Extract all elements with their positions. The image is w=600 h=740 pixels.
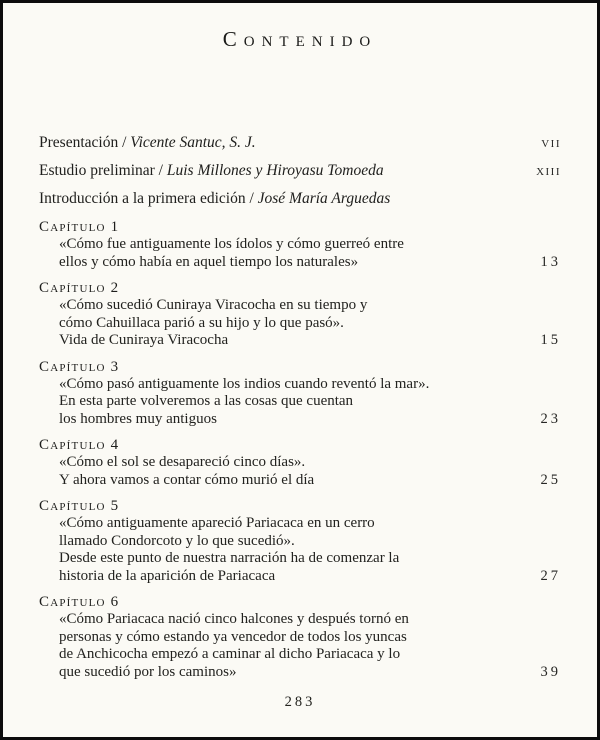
chapter-line: «Cómo pasó antiguamente los indios cuando reventó la mar». (59, 375, 430, 392)
chapter-line-text: los hombres muy antiguos (59, 410, 217, 427)
entry-text (39, 162, 384, 180)
chapter-line: «Cómo antiguamente apareció Pariacaca en un cerro (59, 515, 375, 531)
chapter-line-text: que sucedió por los caminos» (59, 663, 237, 680)
entry-author: Luis Millones y Hiroyasu Tomoeda (166, 162, 384, 179)
chapter-line: «Cómo fue antiguamente los ídolos y cómo guerreó entre (59, 236, 404, 252)
front-matter-entry (39, 162, 561, 180)
chapter-line (39, 472, 561, 490)
chapter-heading: Capítulo 3 (39, 358, 120, 375)
page-title: Contenido (222, 27, 378, 51)
chapter-page-number: 13 (540, 253, 561, 270)
entry-author: Vicente Santuc, S. J. (130, 134, 256, 151)
front-matter-entry (39, 190, 561, 208)
chapter-entry-5 (39, 497, 561, 585)
chapter-page-number: 27 (540, 567, 561, 584)
chapter-page-number: 23 (540, 410, 561, 427)
entry-label: Estudio preliminar / (39, 162, 167, 179)
entry-text (39, 134, 256, 152)
chapter-line: llamado Condorcoto y lo que sucedió». (59, 532, 295, 549)
chapter-line-text: Y ahora vamos a contar cómo murió el día (59, 471, 315, 488)
entry-page-number: xiii (536, 163, 561, 179)
toc-content (3, 27, 597, 681)
chapter-page-number: 25 (540, 471, 561, 488)
chapter-line (39, 664, 561, 682)
chapter-line: Desde este punto de nuestra narración ha de comenzar la (59, 550, 400, 566)
chapter-line (39, 568, 561, 586)
chapter-line (39, 411, 561, 429)
chapter-entry-1 (39, 218, 561, 271)
front-matter-list (39, 134, 561, 208)
chapter-entry-6 (39, 593, 561, 681)
chapter-line: «Cómo Pariacaca nació cinco halcones y después tornó en (59, 611, 409, 627)
chapter-page-number: 15 (540, 332, 561, 348)
front-matter-entry (39, 134, 561, 152)
chapter-heading: Capítulo 5 (39, 498, 120, 514)
chapter-line-text: historia de la aparición de Pariacaca (59, 567, 276, 584)
chapter-heading: Capítulo 4 (39, 437, 120, 453)
chapter-list (39, 218, 561, 681)
chapter-line: «Cómo el sol se desapareció cinco días». (59, 454, 306, 470)
chapter-page-number: 39 (540, 663, 561, 680)
chapter-line: cómo Cahuillaca parió a su hijo y lo que pasó». (59, 314, 344, 331)
chapter-line (39, 332, 561, 350)
entry-label: Presentación / (39, 134, 131, 151)
chapter-heading: Capítulo 2 (39, 280, 120, 296)
chapter-entry-2 (39, 279, 561, 350)
entry-page-number: vii (541, 135, 561, 151)
chapter-line: «Cómo sucedió Cuniraya Viracocha en su tiempo y (59, 297, 368, 313)
chapter-line (39, 254, 561, 272)
chapter-line: personas y cómo estando ya vencedor de todos los yuncas (59, 628, 407, 645)
chapter-line: de Anchicocha empezó a caminar al dicho Pariacaca y lo (59, 646, 401, 662)
entry-label: Introducción a la primera edición / (39, 190, 258, 207)
chapter-heading: Capítulo 1 (39, 219, 120, 235)
chapter-line-text: Vida de Cuniraya Viracocha (59, 332, 229, 348)
folio-number: 283 (284, 694, 316, 710)
chapter-line: En esta parte volveremos a las cosas que cuentan (59, 393, 354, 409)
entry-text (39, 190, 390, 208)
chapter-line-text: ellos y cómo había en aquel tiempo los naturales» (59, 253, 359, 270)
chapter-heading: Capítulo 6 (39, 594, 120, 610)
chapter-entry-4 (39, 436, 561, 489)
entry-author: José María Arguedas (257, 190, 391, 207)
chapter-entry-3 (39, 358, 561, 429)
